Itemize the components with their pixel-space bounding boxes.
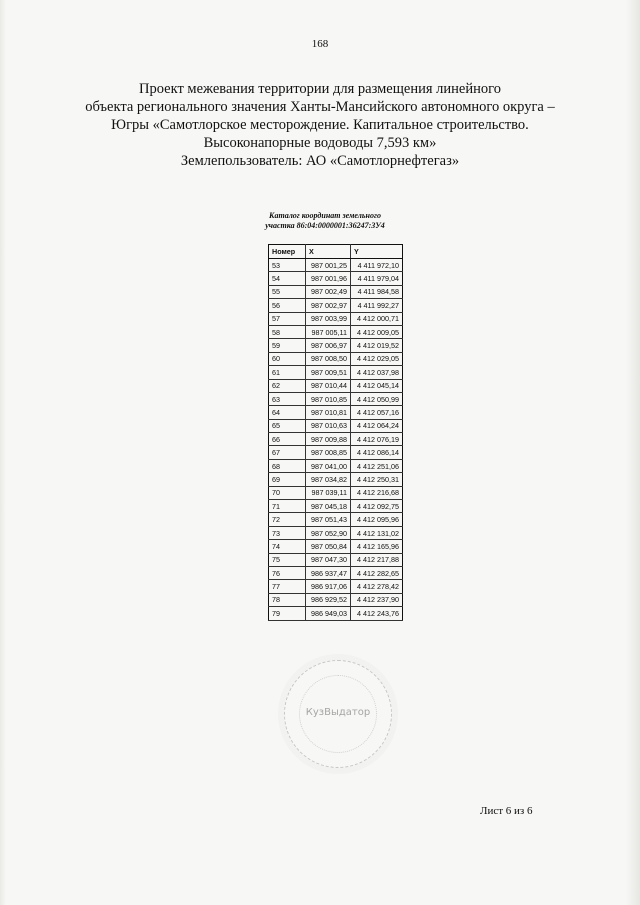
table-row xyxy=(269,419,403,432)
table-row xyxy=(269,312,403,325)
title-line: объекта регионального значения Ханты-Мансийского автономного округа – xyxy=(85,99,555,115)
cell-x: 987 009,88 xyxy=(306,433,351,446)
cell-x: 987 008,85 xyxy=(306,446,351,459)
cell-y: 4 412 076,19 xyxy=(351,433,403,446)
table-row xyxy=(269,325,403,338)
cell-y: 4 411 972,10 xyxy=(351,259,403,272)
cell-number: 56 xyxy=(269,299,306,312)
cell-x: 987 050,84 xyxy=(306,540,351,553)
cell-number: 79 xyxy=(269,607,306,620)
cell-x: 987 002,49 xyxy=(306,285,351,298)
cell-number: 62 xyxy=(269,379,306,392)
cell-number: 71 xyxy=(269,500,306,513)
table-header-row xyxy=(269,245,403,259)
column-header-number: Номер xyxy=(269,245,306,259)
cell-y: 4 412 029,05 xyxy=(351,352,403,365)
page-number: 168 xyxy=(311,38,329,50)
cell-y: 4 411 984,58 xyxy=(351,285,403,298)
table-row xyxy=(269,339,403,352)
table-row xyxy=(269,513,403,526)
cell-number: 69 xyxy=(269,473,306,486)
title-line: Проект межевания территории для размещения линейного xyxy=(139,81,501,97)
seal-stamp xyxy=(284,660,392,768)
cell-x: 987 008,50 xyxy=(306,352,351,365)
table-row xyxy=(269,473,403,486)
table-row xyxy=(269,459,403,472)
table-row xyxy=(269,446,403,459)
cell-x: 987 045,18 xyxy=(306,500,351,513)
cell-number: 54 xyxy=(269,272,306,285)
cell-number: 67 xyxy=(269,446,306,459)
catalog-caption-line: Каталог координат земельного xyxy=(269,211,381,220)
cell-y: 4 412 243,76 xyxy=(351,607,403,620)
table-row xyxy=(269,285,403,298)
cell-x: 987 010,81 xyxy=(306,406,351,419)
table-row xyxy=(269,486,403,499)
cell-number: 72 xyxy=(269,513,306,526)
cell-y: 4 412 251,06 xyxy=(351,459,403,472)
cell-x: 987 001,25 xyxy=(306,259,351,272)
cell-x: 987 005,11 xyxy=(306,325,351,338)
table-row xyxy=(269,352,403,365)
cell-number: 63 xyxy=(269,392,306,405)
cell-x: 986 937,47 xyxy=(306,566,351,579)
cell-y: 4 412 165,96 xyxy=(351,540,403,553)
table-row xyxy=(269,259,403,272)
table-row xyxy=(269,433,403,446)
cell-number: 65 xyxy=(269,419,306,432)
table-row xyxy=(269,299,403,312)
table-row xyxy=(269,272,403,285)
cell-x: 987 010,85 xyxy=(306,392,351,405)
cell-y: 4 412 131,02 xyxy=(351,526,403,539)
cell-y: 4 412 216,68 xyxy=(351,486,403,499)
cell-x: 987 003,99 xyxy=(306,312,351,325)
cell-y: 4 412 086,14 xyxy=(351,446,403,459)
document-title xyxy=(60,80,580,170)
cell-number: 58 xyxy=(269,325,306,338)
table-row xyxy=(269,379,403,392)
cell-number: 64 xyxy=(269,406,306,419)
cell-y: 4 412 282,65 xyxy=(351,566,403,579)
table-row xyxy=(269,526,403,539)
cell-number: 77 xyxy=(269,580,306,593)
cell-number: 55 xyxy=(269,285,306,298)
cell-x: 987 034,82 xyxy=(306,473,351,486)
table-row xyxy=(269,593,403,606)
cell-x: 987 002,97 xyxy=(306,299,351,312)
catalog-caption xyxy=(220,211,430,231)
title-line: Высоконапорные водоводы 7,593 км» xyxy=(203,135,437,151)
cell-y: 4 412 237,90 xyxy=(351,593,403,606)
table-row xyxy=(269,607,403,620)
cell-number: 61 xyxy=(269,366,306,379)
cell-x: 986 929,52 xyxy=(306,593,351,606)
cell-x: 987 039,11 xyxy=(306,486,351,499)
cell-x: 987 009,51 xyxy=(306,366,351,379)
cell-number: 74 xyxy=(269,540,306,553)
table-body xyxy=(269,259,403,621)
cell-number: 76 xyxy=(269,566,306,579)
title-line: Югры «Самотлорское месторождение. Капитальное строительство. xyxy=(111,117,529,133)
cell-x: 987 052,90 xyxy=(306,526,351,539)
cell-y: 4 412 019,52 xyxy=(351,339,403,352)
cell-number: 66 xyxy=(269,433,306,446)
cell-number: 57 xyxy=(269,312,306,325)
table-row xyxy=(269,553,403,566)
coordinates-table xyxy=(268,244,403,621)
table-row xyxy=(269,500,403,513)
cell-number: 53 xyxy=(269,259,306,272)
cell-number: 73 xyxy=(269,526,306,539)
table-row xyxy=(269,366,403,379)
column-header-y: Y xyxy=(351,245,403,259)
cell-y: 4 412 278,42 xyxy=(351,580,403,593)
cell-y: 4 412 092,75 xyxy=(351,500,403,513)
cell-x: 987 051,43 xyxy=(306,513,351,526)
table-row xyxy=(269,406,403,419)
cell-y: 4 412 217,88 xyxy=(351,553,403,566)
cell-x: 987 001,96 xyxy=(306,272,351,285)
cell-y: 4 411 979,04 xyxy=(351,272,403,285)
cell-y: 4 412 050,99 xyxy=(351,392,403,405)
cell-y: 4 411 992,27 xyxy=(351,299,403,312)
cell-y: 4 412 045,14 xyxy=(351,379,403,392)
column-header-x: X xyxy=(306,245,351,259)
sheet-number: Лист 6 из 6 xyxy=(480,805,533,817)
seal-text: КузВыдатор xyxy=(305,707,371,718)
cell-y: 4 412 064,24 xyxy=(351,419,403,432)
cell-y: 4 412 057,16 xyxy=(351,406,403,419)
cell-number: 70 xyxy=(269,486,306,499)
cell-x: 987 010,44 xyxy=(306,379,351,392)
cell-y: 4 412 250,31 xyxy=(351,473,403,486)
cell-number: 68 xyxy=(269,459,306,472)
cell-x: 986 917,06 xyxy=(306,580,351,593)
cell-x: 987 041,00 xyxy=(306,459,351,472)
cell-x: 987 006,97 xyxy=(306,339,351,352)
cell-y: 4 412 095,96 xyxy=(351,513,403,526)
cell-number: 59 xyxy=(269,339,306,352)
cell-y: 4 412 009,05 xyxy=(351,325,403,338)
cell-x: 987 010,63 xyxy=(306,419,351,432)
cell-number: 75 xyxy=(269,553,306,566)
title-line: Землепользователь: АО «Самотлорнефтегаз» xyxy=(180,153,460,169)
table-row xyxy=(269,540,403,553)
cell-x: 986 949,03 xyxy=(306,607,351,620)
catalog-caption-line: участка 86:04:0000001:36247:ЗУ4 xyxy=(265,221,385,230)
cell-x: 987 047,30 xyxy=(306,553,351,566)
cell-y: 4 412 000,71 xyxy=(351,312,403,325)
table-row xyxy=(269,392,403,405)
table-row xyxy=(269,580,403,593)
cell-y: 4 412 037,98 xyxy=(351,366,403,379)
cell-number: 60 xyxy=(269,352,306,365)
cell-number: 78 xyxy=(269,593,306,606)
table-row xyxy=(269,566,403,579)
